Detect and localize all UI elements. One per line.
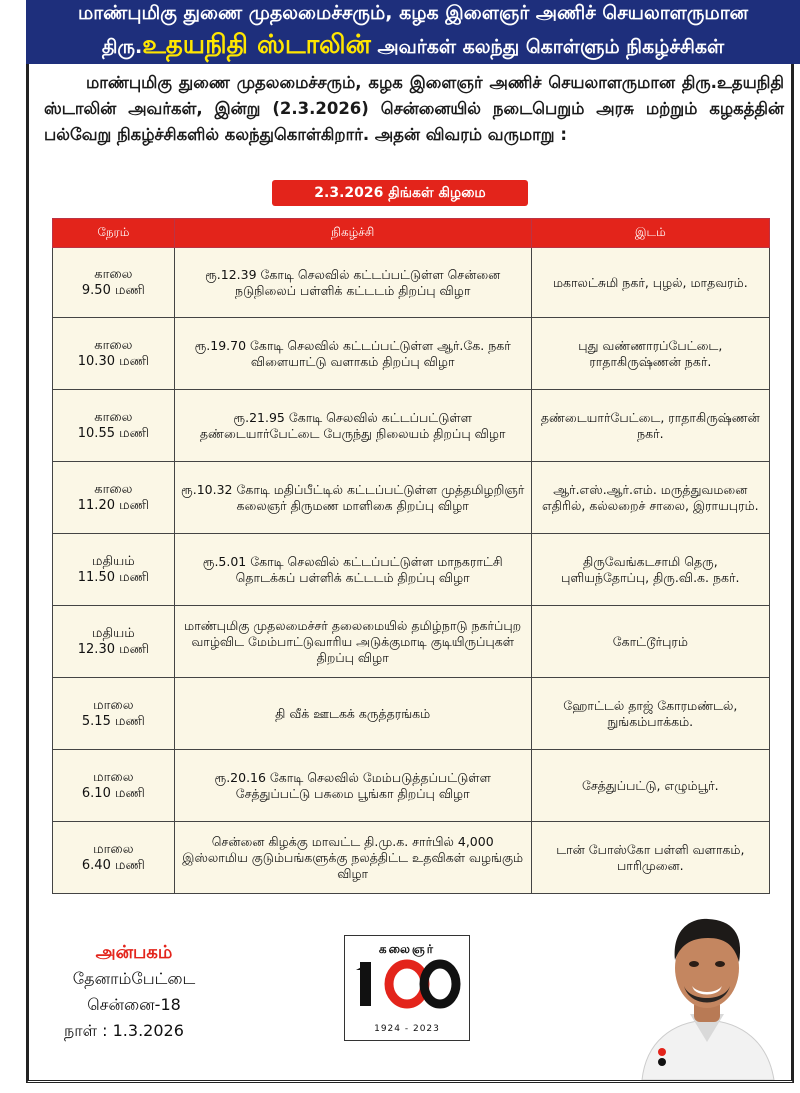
time-cell: காலை 10.55 மணி bbox=[53, 390, 175, 462]
kalaignar-100-logo bbox=[344, 935, 470, 1041]
intro-paragraph bbox=[44, 70, 784, 148]
table-row bbox=[53, 678, 770, 750]
table-row bbox=[53, 606, 770, 678]
logo-title: கலைஞர் bbox=[378, 942, 436, 956]
org-name: அன்பகம் bbox=[95, 942, 173, 963]
header-time: நேரம் bbox=[53, 219, 175, 248]
intro-text: மாண்புமிகு துணை முதலமைச்சரும், கழக இளைஞர் அணிச் செயலாளருமான திரு.உதயநிதி ஸ்டாலின் அவர்கள், இன்று (2.3.2026) சென்னையில் நடைபெறும் அரசு மற்றும் கழகத்தின் பல்வேறு நிகழ்ச்சிகளில் கலந்துகொள்கிறார். அதன் விவரம் வருமாறு : bbox=[44, 73, 784, 144]
event-cell: ரூ.20.16 கோடி செலவில் மேம்படுத்தப்பட்டுள்ள சேத்துப்பட்டு பசுமை பூங்கா திறப்பு விழா bbox=[174, 750, 531, 822]
time-cell: மதியம் 12.30 மணி bbox=[53, 606, 175, 678]
table-header-row bbox=[53, 219, 770, 248]
address-line-2: சென்னை-18 bbox=[87, 995, 181, 1014]
place-cell: சேத்துப்பட்டு, எழும்பூர். bbox=[531, 750, 769, 822]
time-cell: மதியம் 11.50 மணி bbox=[53, 534, 175, 606]
time-cell: காலை 11.20 மணி bbox=[53, 462, 175, 534]
event-cell: ரூ.19.70 கோடி செலவில் கட்டப்பட்டுள்ள ஆர்.கே. நகர் விளையாட்டு வளாகம் திறப்பு விழா bbox=[174, 318, 531, 390]
time-cell: மாலை 6.10 மணி bbox=[53, 750, 175, 822]
table-row bbox=[53, 462, 770, 534]
table-row bbox=[53, 248, 770, 318]
place-cell: மகாலட்சுமி நகர், புழல், மாதவரம். bbox=[531, 248, 769, 318]
title-prefix: திரு. bbox=[101, 36, 143, 58]
date-label: 2.3.2026 திங்கள் கிழமை bbox=[272, 180, 528, 206]
title-name: உதயநிதி ஸ்டாலின் bbox=[142, 30, 371, 60]
issue-date: நாள் : 1.3.2026 bbox=[64, 1021, 184, 1040]
header-event: நிகழ்ச்சி bbox=[174, 219, 531, 248]
title-line-1: மாண்புமிகு துணை முதலமைச்சரும், கழக இளைஞர் அணிச் செயலாளருமான bbox=[77, 2, 749, 24]
place-cell: புது வண்ணாரப்பேட்டை, ராதாகிருஷ்ணன் நகர். bbox=[531, 318, 769, 390]
place-cell: கோட்டூர்புரம் bbox=[531, 606, 769, 678]
place-cell: திருவேங்கடசாமி தெரு, புளியந்தோப்பு, திரு.வி.க. நகர். bbox=[531, 534, 769, 606]
event-cell: ரூ.21.95 கோடி செலவில் கட்டப்பட்டுள்ள தண்டையார்பேட்டை பேருந்து நிலையம் திறப்பு விழா bbox=[174, 390, 531, 462]
table-row bbox=[53, 750, 770, 822]
title-suffix: அவர்கள் கலந்து கொள்ளும் நிகழ்ச்சிகள் bbox=[370, 36, 725, 58]
title-line-2 bbox=[26, 30, 800, 63]
time-cell: மாலை 6.40 மணி bbox=[53, 822, 175, 894]
logo-years: 1924 - 2023 bbox=[374, 1024, 440, 1034]
event-cell: ரூ.10.32 கோடி மதிப்பீட்டில் கட்டப்பட்டுள்ள முத்தமிழறிஞர் கலைஞர் திருமண மாளிகை திறப்பு விழா bbox=[174, 462, 531, 534]
address-line-1: தேனாம்பேட்டை bbox=[72, 969, 196, 988]
event-cell: ரூ.12.39 கோடி செலவில் கட்டப்பட்டுள்ள சென்னை நடுநிலைப் பள்ளிக் கட்டடம் திறப்பு விழா bbox=[174, 248, 531, 318]
place-cell: ஆர்.எஸ்.ஆர்.எம். மருத்துவமனை எதிரில், கல்லறைச் சாலை, இராயபுரம். bbox=[531, 462, 769, 534]
time-cell: காலை 9.50 மணி bbox=[53, 248, 175, 318]
place-cell: ஹோட்டல் தாஜ் கோரமண்டல், நுங்கம்பாக்கம். bbox=[531, 678, 769, 750]
time-cell: மாலை 5.15 மணி bbox=[53, 678, 175, 750]
table-row bbox=[53, 822, 770, 894]
sender-block bbox=[64, 940, 234, 1044]
leader-portrait-image bbox=[632, 902, 782, 1080]
place-cell: டான் போஸ்கோ பள்ளி வளாகம், பாரிமுனை. bbox=[531, 822, 769, 894]
title-banner bbox=[26, 0, 800, 64]
event-cell: மாண்புமிகு முதலமைச்சர் தலைமையில் தமிழ்நாடு நகர்ப்புற வாழ்விட மேம்பாட்டுவாரிய அடுக்குமாடி குடியிருப்புகள் திறப்பு விழா bbox=[174, 606, 531, 678]
event-cell: ரூ.5.01 கோடி செலவில் கட்டப்பட்டுள்ள மாநகராட்சி தொடக்கப் பள்ளிக் கட்டடம் திறப்பு விழா bbox=[174, 534, 531, 606]
schedule-table bbox=[52, 218, 770, 894]
event-cell: சென்னை கிழக்கு மாவட்ட தி.மு.க. சார்பில் 4,000 இஸ்லாமிய குடும்பங்களுக்கு நலத்திட்ட உதவிகள் வழங்கும் விழா bbox=[174, 822, 531, 894]
table-row bbox=[53, 534, 770, 606]
place-cell: தண்டையார்பேட்டை, ராதாகிருஷ்ணன் நகர். bbox=[531, 390, 769, 462]
time-cell: காலை 10.30 மணி bbox=[53, 318, 175, 390]
100-emblem-icon bbox=[352, 958, 462, 1010]
event-cell: தி வீக் ஊடகக் கருத்தரங்கம் bbox=[174, 678, 531, 750]
table-row bbox=[53, 390, 770, 462]
table-row bbox=[53, 318, 770, 390]
header-place: இடம் bbox=[531, 219, 769, 248]
